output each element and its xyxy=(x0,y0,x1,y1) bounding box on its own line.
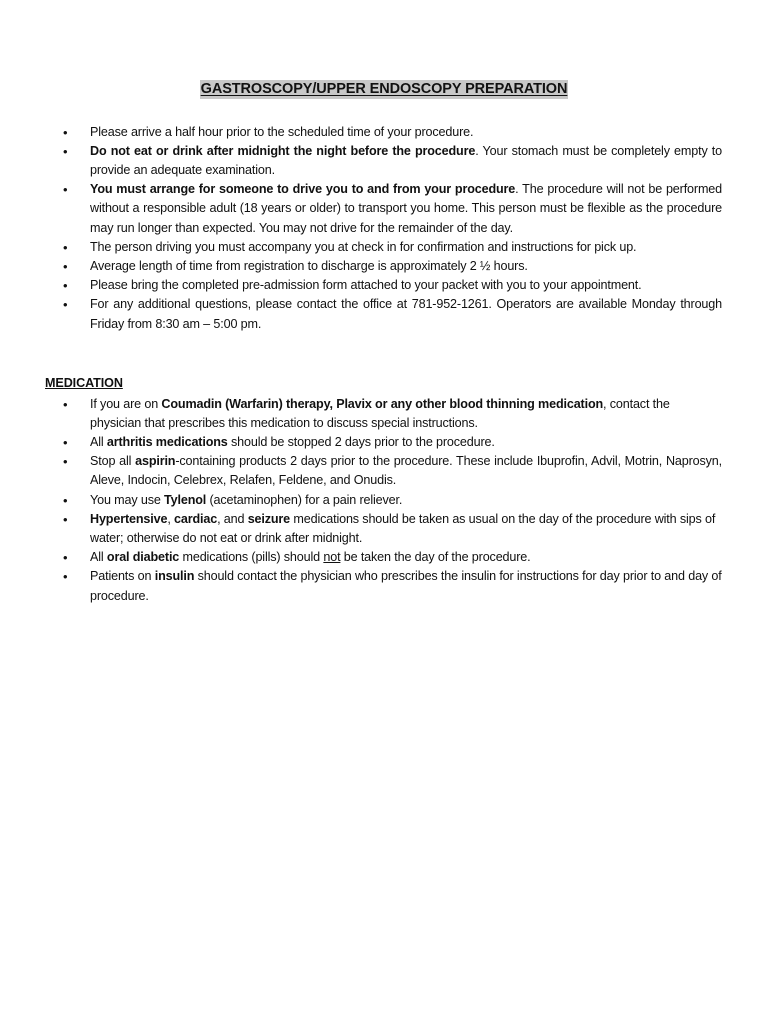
prep-item-checkin: • The person driving you must accompany you at check in for confirmation and instructions for pick up. xyxy=(0,238,722,257)
document-title-block xyxy=(0,64,768,101)
prep-item-form: • Please bring the completed pre-admission form attached to your packet with you to your appointment. xyxy=(0,276,722,295)
med-item-insulin: • Patients on insulin should contact the physician who prescribes the insulin for instructions for day prior to and day of procedure. xyxy=(0,567,722,605)
prep-item-duration: • Average length of time from registration to discharge is approximately 2 ½ hours. xyxy=(0,257,722,276)
med-item-aspirin: • Stop all aspirin-containing products 2 days prior to the procedure. These include Ibuprofin, Advil, Motrin, Naprosyn, Aleve, Indocin, Celebrex, Relafen, Feldene, and Onudis. xyxy=(0,452,722,490)
prep-item-fasting: • Do not eat or drink after midnight the night before the procedure. Your stomach must be completely empty to provide an adequate examination. xyxy=(0,142,722,180)
med-item-blood-thinners: • If you are on Coumadin (Warfarin) therapy, Plavix or any other blood thinning medication, contact the physician that prescribes this medication to discuss special instructions. xyxy=(0,395,722,433)
med-item-usual-meds: • Hypertensive, cardiac, and seizure medications should be taken as usual on the day of the procedure with sips of water; otherwise do not eat or drink after midnight. xyxy=(0,510,722,548)
prep-item-driver: • You must arrange for someone to drive you to and from your procedure. The procedure will not be performed without a responsible adult (18 years or older) to transport you home. This person must be flexible as the procedure may run longer than expected. You may not drive for the remainder of the day. xyxy=(0,180,722,238)
prep-item-contact: • For any additional questions, please contact the office at 781-952-1261. Operators are available Monday through Friday from 8:30 am – 5:00 pm. xyxy=(0,295,722,333)
prep-item-arrival: • Please arrive a half hour prior to the scheduled time of your procedure. xyxy=(0,123,722,142)
medication-heading: MEDICATION xyxy=(45,376,123,390)
preparation-list xyxy=(0,123,768,334)
med-item-oral-diabetic: • All oral diabetic medications (pills) should not be taken the day of the procedure. xyxy=(0,548,722,567)
med-item-arthritis: • All arthritis medications should be stopped 2 days prior to the procedure. xyxy=(0,433,722,452)
med-item-tylenol: • You may use Tylenol (acetaminophen) for a pain reliever. xyxy=(0,491,722,510)
medication-list xyxy=(0,395,768,606)
document-title: GASTROSCOPY/UPPER ENDOSCOPY PREPARATION xyxy=(200,81,568,97)
